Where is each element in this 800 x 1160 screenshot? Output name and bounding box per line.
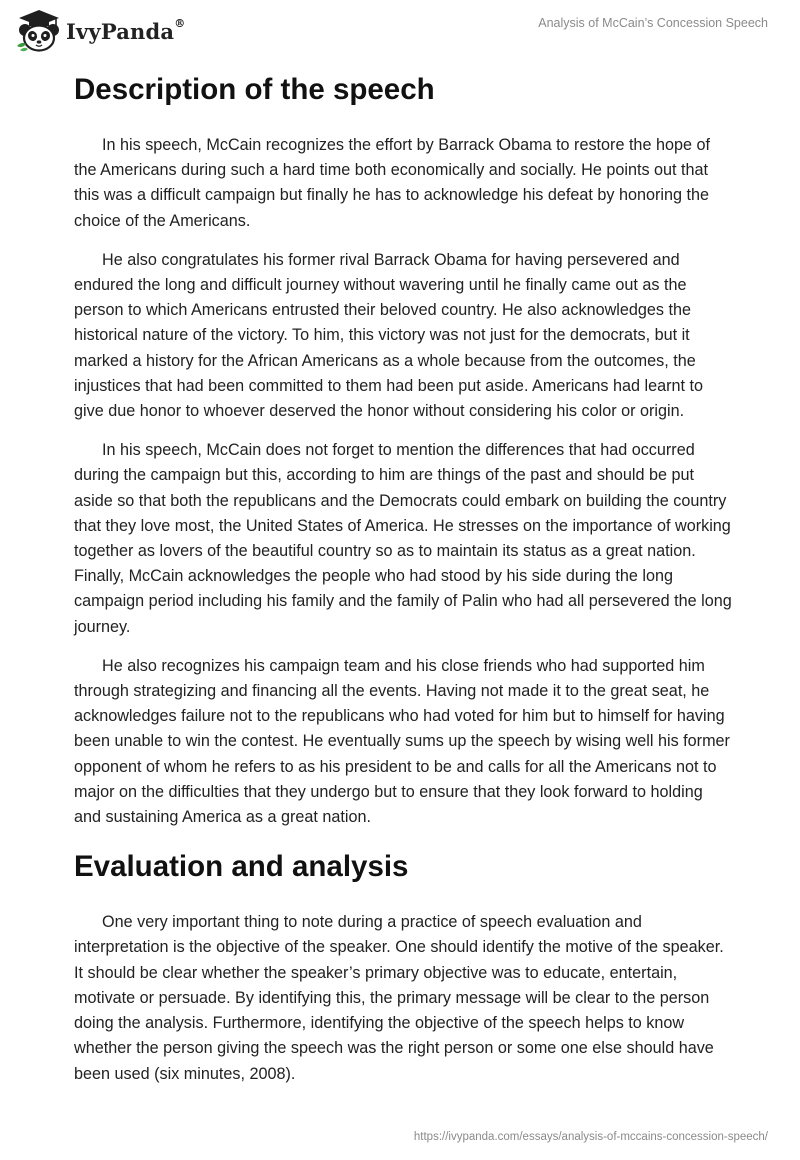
panda-logo-icon	[14, 8, 64, 52]
running-title: Analysis of McCain’s Concession Speech	[538, 16, 768, 30]
ivypanda-logo[interactable]	[14, 8, 185, 52]
paragraph: He also congratulates his former rival Barrack Obama for having persevered and endured the long and difficult journey without wavering until he finally came out as the person to which Americans entrusted their beloved country. He also acknowledges the historical nature of the victory. To him, this victory was not just for the democrats, but it marked a history for the African Americans as a whole because from the outcomes, the injustices that had been committed to them had been put aside. Americans had learnt to give due honor to whoever deserved the honor without considering his color or origin.	[74, 250, 703, 421]
logo-text	[66, 16, 186, 44]
paragraph: In his speech, McCain recognizes the effort by Barrack Obama to restore the hope of the Americans during such a hard time both economically and socially. He points out that this was a difficult campaign but finally he has to acknowledge his defeat by honoring the choice of the Americans.	[74, 136, 710, 230]
logo-name: IvyPanda	[66, 18, 175, 44]
paragraph: He also recognizes his campaign team and his close friends who had supported him through strategizing and financing all the events. Having not made it to the great seat, he acknowledges failure not to the republicans who had voted for him but to himself for having been unable to win the contest. He eventually sums up the speech by wising well his former opponent of whom he refers to as his president to be and calls for all the Americans not to major on the difficulties that they undergo but to ensure that they look forward to holding and sustaining America as a great nation.	[74, 656, 730, 827]
section-heading-description: Description of the speech	[74, 73, 435, 106]
page-header	[0, 0, 800, 60]
paragraph: One very important thing to note during a practice of speech evaluation and interpretation is the objective of the speaker. One should identify the motive of the speaker. It should be clear whether the speaker’s primary objective was to educate, entertain, motivate or persuade. By identifying this, the primary message will be clear to the person doing the analysis. Furthermore, identifying the objective of the speech helps to know whether the person giving the speech was the right person or some one else should have been used (six minutes, 2008).	[74, 913, 724, 1083]
essay-content	[74, 70, 734, 1101]
paragraph: In his speech, McCain does not forget to mention the differences that had occurred during the campaign but this, according to him are things of the past and should be put aside so that both the republicans and the Democrats could embark on building the country that they love most, the United States of America. He stresses on the importance of working together as lovers of the beautiful country so as to maintain its status as a great nation. Finally, McCain acknowledges the people who had stood by his side during the long campaign period including his family and the family of Palin who had all persevered the long journey.	[74, 441, 732, 636]
source-url[interactable]: https://ivypanda.com/essays/analysis-of-mccains-concession-speech/	[413, 1131, 768, 1143]
section-heading-evaluation: Evaluation and analysis	[74, 850, 409, 884]
registered-mark: ®	[174, 16, 186, 30]
